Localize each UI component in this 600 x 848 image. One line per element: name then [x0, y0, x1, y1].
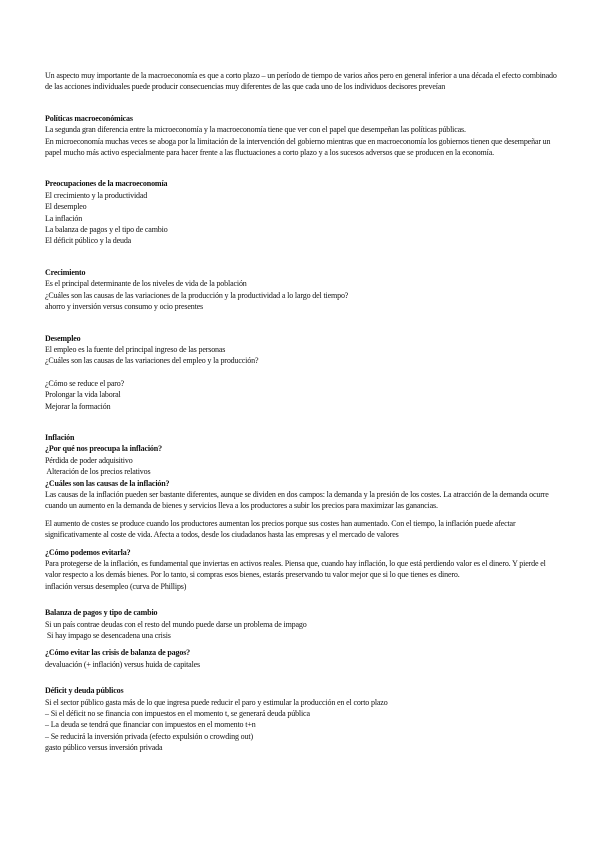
preocupaciones-item: La inflación: [45, 213, 83, 223]
heading-desempleo: Desempleo: [45, 333, 81, 343]
inflacion-line: inflación versus desempleo (curva de Phillips): [45, 581, 187, 591]
preocupaciones-item: La balanza de pagos y el tipo de cambio: [45, 225, 168, 235]
intro-paragraph: Un aspecto muy importante de la macroeconomía es que a corto plazo – un período de tiempo de varios años pero en general inferior a una década el efecto combinado de las acciones individuales puede producir consecuencias muy diferentes de las que cada uno de los individuos decisores preveían: [45, 71, 557, 92]
balanza-question: ¿Cómo evitar las crisis de balanza de pagos?: [45, 648, 191, 658]
desempleo-line: Prolongar la vida laboral: [45, 390, 121, 400]
balanza-line: devaluación (+ inflación) versus huida de capitales: [45, 659, 201, 669]
deficit-line: Si el sector público gasta más de lo que ingresa puede reducir el paro y estimular la producción en el corto plazo: [45, 697, 388, 707]
inflacion-paragraph: Para protegerse de la inflación, es fundamental que inviertas en activos reales. Piensa que, cuando hay inflación, lo que está perdiendo valor es el dinero. Y pierde el valor respecto a los demás bienes. Por lo tanto, si compras esos bienes, estarás preservando tu valor mejor que si lo que tienes es dinero.: [45, 559, 546, 580]
preocupaciones-item: El déficit público y la deuda: [45, 236, 132, 246]
desempleo-line: ¿Cuáles son las causas de las variaciones del empleo y la producción?: [45, 356, 259, 366]
inflacion-question-3: ¿Cómo podemos evitarla?: [45, 547, 131, 557]
politicas-paragraph-2: En microeconomía muchas veces se aboga por la limitación de la intervención del gobierno mientras que en macroeconomía los gobiernos tienen que desempeñar un papel mucho más activo especialmente para hacer frente a las fluctuaciones a corto plazo y a los sucesos adversos que se producen en la economía.: [45, 136, 551, 158]
heading-crecimiento: Crecimiento: [45, 267, 86, 277]
crecimiento-line: ahorro y inversión versus consumo y ocio presentes: [45, 302, 204, 312]
politicas-paragraph-1: La segunda gran diferencia entre la microeconomía y la macroeconomía tiene que ver con el papel que desempeñan las políticas públicas.: [45, 125, 466, 135]
inflacion-line: Pérdida de poder adquisitivo: [45, 455, 133, 465]
heading-deficit: Déficit y deuda públicos: [45, 686, 124, 696]
heading-preocupaciones: Preocupaciones de la macroeconomía: [45, 179, 168, 189]
balanza-line: Si un país contrae deudas con el resto del mundo puede darse un problema de impago: [45, 619, 307, 629]
desempleo-line: ¿Cómo se reduce el paro?: [45, 378, 125, 388]
heading-inflacion: Inflación: [45, 432, 75, 442]
deficit-line: – Si el déficit no se financia con impuestos en el momento t, se generará deuda pública: [45, 709, 310, 719]
inflacion-paragraph: Las causas de la inflación pueden ser bastante diferentes, aunque se dividen en dos campos: la demanda y la presión de los costes. La atracción de la demanda ocurre cuando un aumento en la demanda de bienes y servicios lleva a los productores a subir los precios para maximizar las ganancias.: [45, 489, 549, 511]
crecimiento-line: Es el principal determinante de los niveles de vida de la población: [45, 279, 247, 289]
balanza-line: Si hay impago se desencadena una crisis: [45, 631, 171, 641]
deficit-line: – Se reducirá la inversión privada (efecto expulsión o crowding out): [45, 731, 253, 741]
preocupaciones-item: El crecimiento y la productividad: [45, 190, 148, 200]
inflacion-question-2: ¿Cuáles son las causas de la inflación?: [45, 478, 170, 488]
desempleo-line: El empleo es la fuente del principal ingreso de las personas: [45, 344, 226, 354]
desempleo-line: Mejorar la formación: [45, 401, 111, 411]
inflacion-paragraph: El aumento de costes se produce cuando los productores aumentan los precios porque sus costes han aumentado. Con el tiempo, la inflación puede afectar significativamente al coste de vida. Afecta a todos, desde los ciudadanos hasta las empresas y el mercado de valores: [45, 518, 516, 540]
heading-balanza: Balanza de pagos y tipo de cambio: [45, 608, 158, 618]
crecimiento-line: ¿Cuáles son las causas de las variaciones de la producción y la productividad a lo largo del tiempo?: [45, 290, 349, 300]
inflacion-question-1: ¿Por qué nos preocupa la inflación?: [45, 444, 162, 454]
deficit-line: gasto público versus inversión privada: [45, 743, 163, 753]
deficit-line: – La deuda se tendrá que financiar con impuestos en el momento t+n: [45, 720, 256, 730]
heading-politicas: Políticas macroeconómicas: [45, 113, 133, 123]
preocupaciones-item: El desempleo: [45, 202, 87, 212]
inflacion-line: Alteración de los precios relativos: [45, 467, 151, 477]
